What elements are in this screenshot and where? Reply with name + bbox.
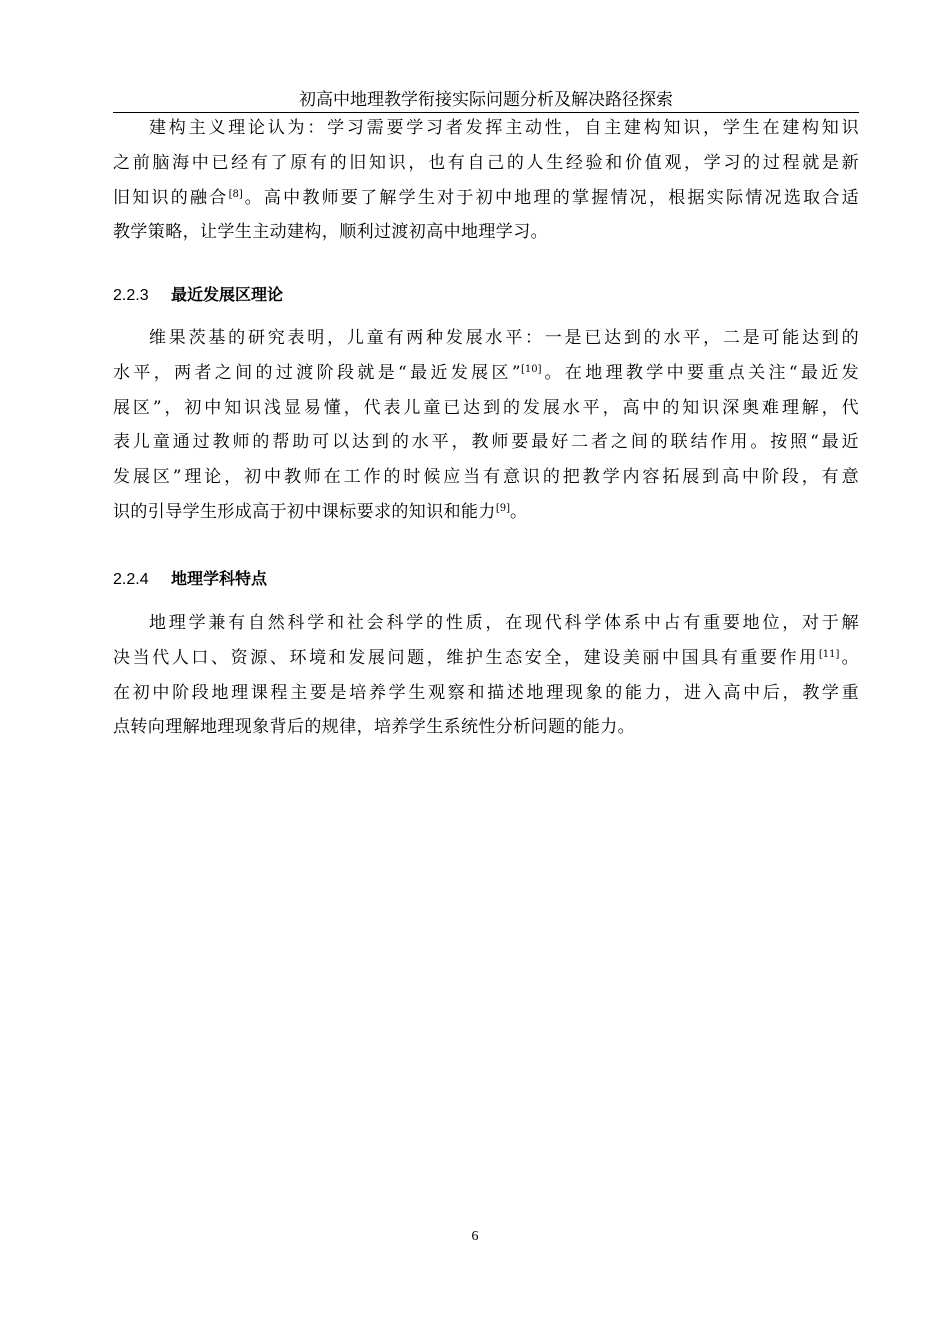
text-line: [113, 181, 859, 216]
text-line: 发展区”理论，初中教师在工作的时候应当有意识的把教学内容拓展到高中阶段，有意: [113, 467, 859, 488]
citation-ref: [11]: [818, 648, 840, 660]
text-line: 教学策略，让学生主动建构，顺利过渡初高中地理学习。: [113, 222, 548, 243]
text-segment: 识的引导学生形成高于初中课标要求的知识和能力: [113, 501, 496, 522]
section-heading-2-2-4: [113, 567, 267, 592]
citation-ref: [9]: [495, 502, 510, 514]
text-line: [113, 356, 859, 391]
section-title: 最近发展区理论: [171, 285, 284, 304]
text-line: [113, 495, 859, 530]
text-line: 表儿童通过教师的帮助可以达到的水平，教师要最好二者之间的联结作用。按照“最近: [113, 432, 859, 453]
running-header: 初高中地理教学衔接实际问题分析及解决路径探索: [113, 88, 859, 113]
text-line: 维果茨基的研究表明，儿童有两种发展水平：一是已达到的水平，二是可能达到的: [149, 328, 859, 348]
text-line: 在初中阶段地理课程主要是培养学生观察和描述地理现象的能力，进入高中后，教学重: [113, 682, 859, 703]
section-title: 地理学科特点: [171, 569, 268, 588]
text-segment: 。: [509, 501, 528, 522]
text-line: [113, 641, 859, 676]
text-segment: 。: [839, 647, 859, 668]
paragraph-constructivism: [113, 111, 859, 250]
text-line: 地理学兼有自然科学和社会科学的性质，在现代科学体系中占有重要地位，对于解: [149, 613, 859, 633]
section-number: 2.2.3: [113, 287, 149, 304]
text-line: 展区”，初中知识浅显易懂，代表儿童已达到的发展水平，高中的知识深奥难理解，代: [113, 397, 859, 418]
citation-ref: [8]: [228, 188, 243, 200]
text-segment: 。高中教师要了解学生对于初中地理的掌握情况，根据实际情况选取合适: [242, 187, 859, 208]
paragraph-zpd: [113, 321, 859, 530]
page-number: 6: [471, 1229, 479, 1244]
text-segment: 水平，两者之间的过渡阶段就是“最近发展区”: [113, 362, 521, 383]
text-segment: 旧知识的融合: [113, 187, 229, 208]
section-heading-2-2-3: [113, 283, 283, 308]
citation-ref: [10]: [521, 363, 542, 375]
section-number: 2.2.4: [113, 571, 149, 588]
text-line: 点转向理解地理现象背后的规律，培养学生系统性分析问题的能力。: [113, 717, 635, 738]
paragraph-geography-features: [113, 606, 859, 745]
text-segment: 决当代人口、资源、环境和发展问题，维护生态安全，建设美丽中国具有重要作用: [113, 647, 819, 668]
text-segment: 。在地理教学中要重点关注“最近发: [541, 362, 859, 383]
text-line: 建构主义理论认为：学习需要学习者发挥主动性，自主建构知识，学生在建构知识: [149, 118, 859, 138]
text-line: 之前脑海中已经有了原有的旧知识，也有自己的人生经验和价值观，学习的过程就是新: [113, 152, 859, 173]
